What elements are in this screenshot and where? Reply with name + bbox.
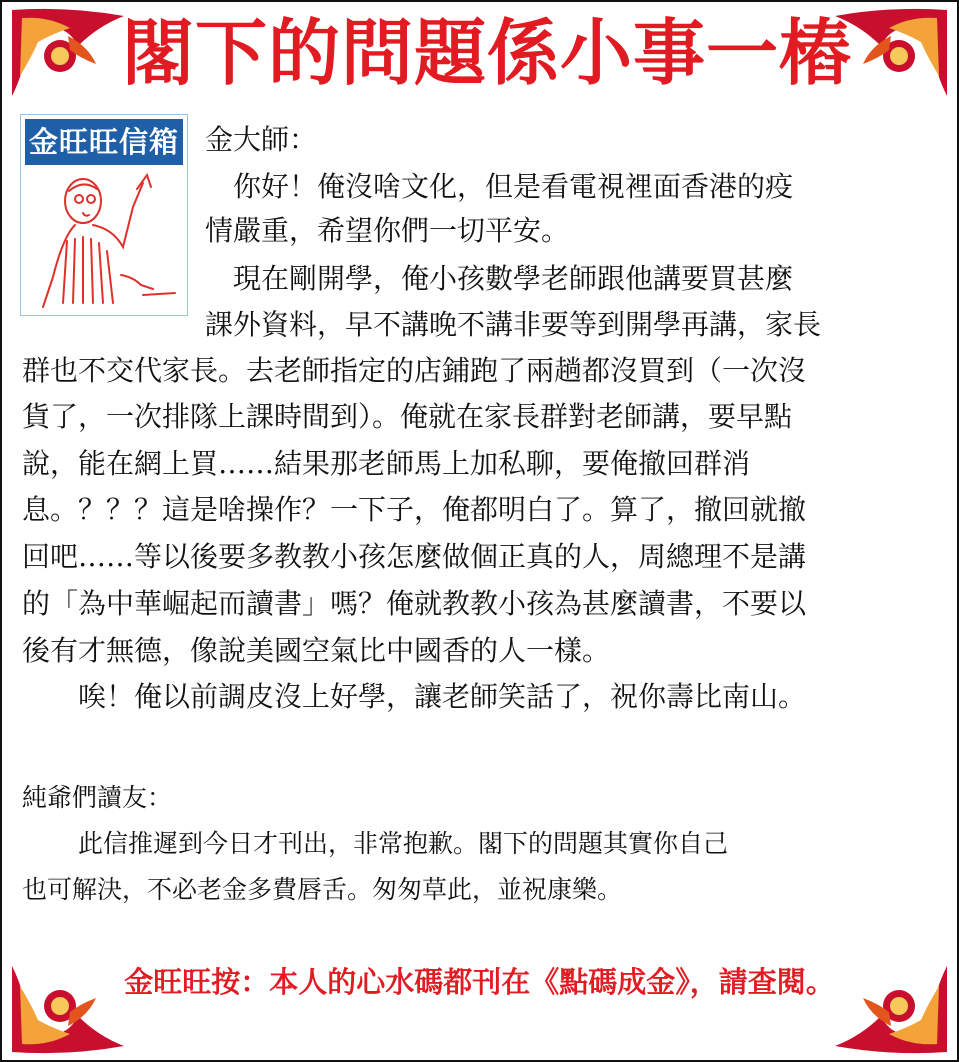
letter-line: 現在剛開學，俺小孩數學老師跟他講要買甚麼	[233, 262, 794, 295]
reply-line: 此信推遲到今日才刊出，非常抱歉。閣下的問題其實你自己	[78, 829, 729, 858]
letter-line: 後有才無德，像說美國空氣比中國香的人一樣。	[22, 634, 611, 667]
letter-line: 的「為中華崛起而讀書」嗎？俺就教教小孩為甚麼讀書，不要以	[22, 587, 807, 620]
letter-line: 說，能在網上買……結果那老師馬上加私聊，要俺撤回群消	[22, 447, 751, 480]
column-name: 金旺旺信箱	[25, 119, 183, 165]
letter-line: 情嚴重，希望你們一切平安。	[205, 214, 570, 247]
letter-line: 貨了，一次排隊上課時間到）。俺就在家長群對老師講，要早點	[22, 400, 793, 433]
letter-line: 群也不交代家長。去老師指定的店鋪跑了兩趟都沒買到（一次沒	[22, 354, 807, 387]
letter-line: 你好！俺沒啥文化，但是看電視裡面香港的疫	[233, 170, 794, 203]
letter-line: 課外資料，早不講晚不講非要等到開學再講，家長	[205, 308, 822, 341]
headline: 閣下的問題係小事一樁	[122, 10, 853, 95]
letter-line: 息。？？？這是啥操作？一下子，俺都明白了。算了，撤回就撤	[22, 493, 807, 526]
columnist-note: 金旺旺按：本人的心水碼都刊在《點碼成金》，請查閱。	[124, 965, 835, 999]
letter-line: 唉！俺以前調皮沒上好學，讓老師笑話了，祝你壽比南山。	[78, 680, 807, 713]
reply-salutation: 純爺們讀友：	[22, 783, 173, 812]
columnist-sketch-icon	[23, 167, 183, 311]
letter-salutation: 金大師：	[205, 123, 318, 156]
column-badge	[20, 114, 188, 316]
corner-ornament-icon	[8, 6, 128, 101]
letter-line: 回吧……等以後要多教教小孩怎麼做個正真的人，周總理不是講	[22, 540, 807, 573]
reply-line: 也可解決，不必老金多費唇舌。匆匆草此，並祝康樂。	[22, 875, 623, 904]
